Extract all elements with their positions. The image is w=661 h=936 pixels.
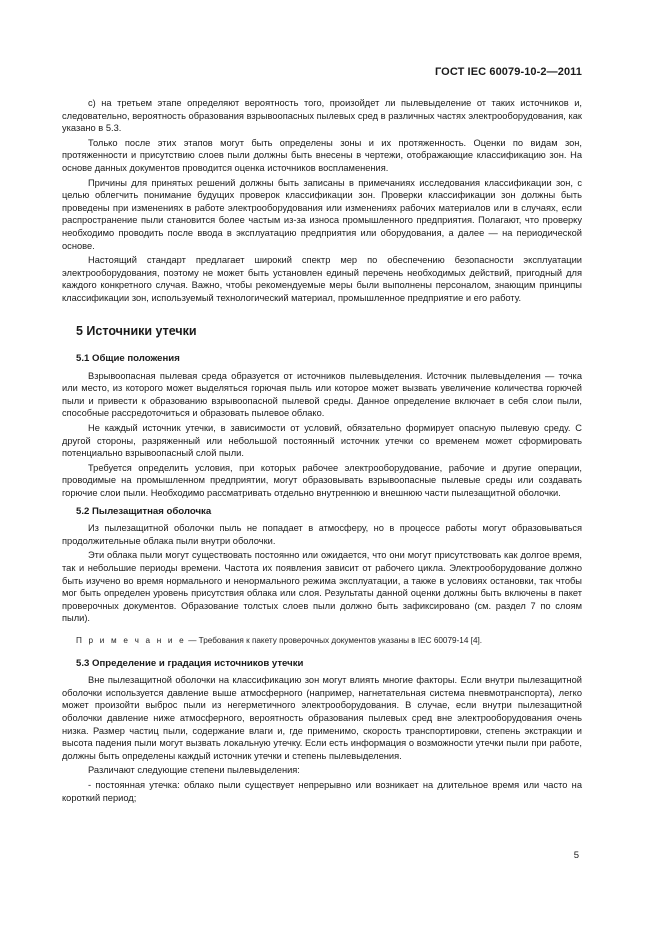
document-body bbox=[62, 97, 582, 806]
note-label: П р и м е ч а н и е bbox=[76, 635, 186, 645]
intro-paragraph-4: Настоящий стандарт предлагает широкий спектр мер по обеспечению безопасности эксплуатации электрооборудования, поэтому не может быть установлен единый перечень необходимых действий, пригодный для каждого конкретного случая. Важно, чтобы рекомендуемые меры были выполнены персоналом, знающим принципы классификации зон, используемый технологический материал, промышленное предприятие и его работу. bbox=[62, 255, 582, 303]
document-header: ГОСТ IEC 60079-10-2—2011 bbox=[434, 66, 582, 78]
page-number: 5 bbox=[573, 850, 579, 861]
intro-paragraph-3: Причины для принятых решений должны быть записаны в примечаниях исследования классификации зон, с целью облегчить понимание будущих проверок классификации зон. Проверки классификации зон должны быть проведены при изменениях в работе электрооборудования или изменениях рабочих материалов или в случаях, если распространение пыли становится более частым из-за износа промышленного предприятия. Полагают, что проверку необходимо проводить после ввода в эксплуатацию предприятия или оборудования, а далее — на периодической основе. bbox=[62, 177, 582, 251]
note-text: — Требования к пакету проверочных документов указаны в IEC 60079-14 [4]. bbox=[185, 635, 483, 645]
paragraph-5-1-2: Не каждый источник утечки, в зависимости от условий, обязательно формирует опасную пылевую среду. С другой стороны, разряженный или небольшой постоянный источник утечки со временем может сформировать потенциально взрывоопасный слой пыли. bbox=[62, 423, 582, 459]
paragraph-5-3-2: Различают следующие степени пылевыделения: bbox=[88, 765, 300, 776]
intro-paragraph-2: Только после этих этапов могут быть определены зоны и их протяженность. Оценки по видам зон, протяженности и присутствию слоев пыли должны быть внесены в чертежи, отображающие классификацию зон. На основе данных документов проводится оценка источников воспламенения. bbox=[62, 137, 582, 173]
subsection-5-1-title: 5.1 Общие положения bbox=[76, 353, 180, 365]
paragraph-5-3-1: Вне пылезащитной оболочки на классификацию зон могут влиять многие факторы. Если внутри пылезащитной оболочки используется давление выше атмосферного (например, нагнетательная система пневмотранспорта), легко может произойти выброс пыли из негерметичного электрооборудования. В случае, если внутри пылезащитной оболочки давление ниже атмосферного, вероятность образования пылевых сред вне электрооборудования очень низка. Размер частиц пыли, содержание влаги и, где применимо, скорость транспортировки, степень экстракции и высота падения пыли могут вызвать локальную утечку. Если есть информация о возможности утечки пыли при работе, должны быть определены каждый источник утечки и степень пылевыделения. bbox=[62, 675, 582, 761]
intro-paragraph-1: с) на третьем этапе определяют вероятность того, произойдет ли пылевыделение от таких источников и, следовательно, вероятность образования взрывоопасных пылевых сред в различных частях электрооборудования, как указано в 5.3. bbox=[62, 98, 582, 134]
subsection-5-2-title: 5.2 Пылезащитная оболочка bbox=[76, 505, 212, 517]
paragraph-5-1-3: Требуется определить условия, при которых рабочее электрооборудование, рабочие и другие операции, проводимые на промышленном предприятии, могут образовывать взрывоопасные пылевые среды или создавать горючие слои пыли. Необходимо рассматривать отдельно внутреннюю и внешнюю части пылезащитной оболочки. bbox=[62, 462, 582, 499]
section-5-title: 5 Источники утечки bbox=[76, 323, 197, 338]
subsection-5-3-title: 5.3 Определение и градация источников утечки bbox=[76, 657, 304, 669]
paragraph-5-1-1: Взрывоопасная пылевая среда образуется от источников пылевыделения. Источник пылевыделения — точка или место, из которого может выделяться горючая пыль или которое может вызвать увеличение количества горючей пыли и привести к образованию взрывоопасной пылевой среды. Данное определение включает в себя слои пыли, способные рассредоточиться и образовать пылевое облако. bbox=[62, 370, 582, 419]
paragraph-5-3-3: - постоянная утечка: облако пыли существует непрерывно или возникает на длительное время или часто на короткий период; bbox=[62, 779, 582, 803]
paragraph-5-2-2: Эти облака пыли могут существовать постоянно или ожидается, что они могут присутствовать как долгое время, так и небольшие периоды времени. Частота их появления зависит от рабочего цикла. Электрооборудование должно быть изучено во время нормального и ненормального режима эксплуатации, а также в условиях остановки, так чтобы мог быть определен уровень присутствия облака или слоя. Результаты данной оценки должны быть включены в пакет проверочных документов. Образование толстых слоев пыли должно быть зафиксировано (см. раздел 7 по слоям пыли). bbox=[62, 550, 582, 624]
paragraph-5-2-1: Из пылезащитной оболочки пыль не попадает в атмосферу, но в процессе работы могут образовываться продолжительные облака пыли внутри оболочки. bbox=[62, 523, 582, 546]
note bbox=[62, 635, 582, 648]
